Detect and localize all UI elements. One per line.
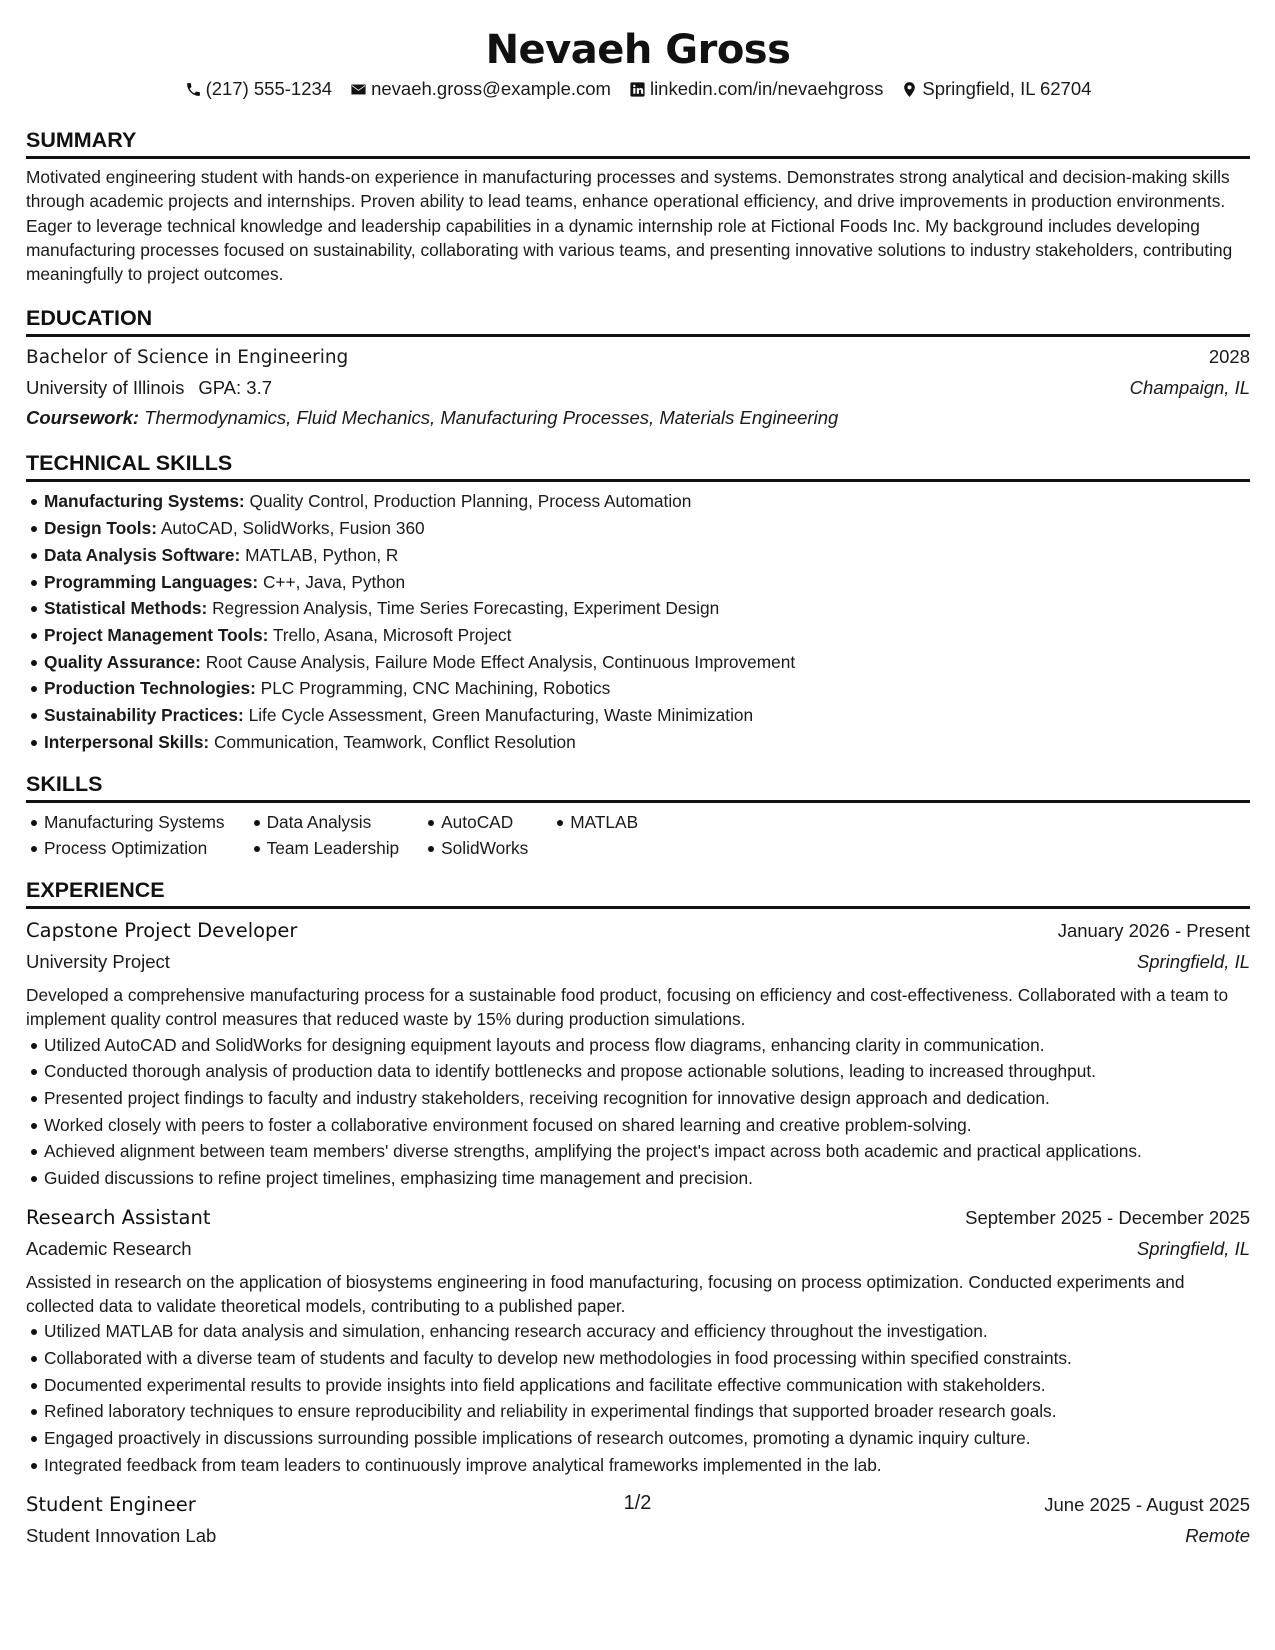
skill-category: Design Tools: <box>44 518 157 539</box>
job-header-row <box>26 1202 1250 1234</box>
linkedin-text: linkedin.com/in/nevaehgross <box>649 78 884 99</box>
skill-values: Trello, Asana, Microsoft Project <box>272 625 512 645</box>
job-title: Research Assistant <box>26 1205 211 1229</box>
contact-location <box>901 76 1091 102</box>
skills-grid <box>26 809 1250 862</box>
skill-category: Data Analysis Software: <box>44 544 241 565</box>
skill-values: Regression Analysis, Time Series Forecasting, Experiment Design <box>212 598 720 619</box>
skill-category: Quality Assurance: <box>44 651 201 672</box>
phone-text: (217) 555-1234 <box>205 78 333 99</box>
list-item <box>44 729 1250 756</box>
job-organization: Student Innovation Lab <box>26 1524 217 1546</box>
skills-column <box>552 809 638 862</box>
candidate-name: Nevaeh Gross <box>485 27 791 73</box>
job-bullets <box>26 1032 1250 1192</box>
list-item: Team Leadership <box>267 835 400 862</box>
job-entry <box>26 1202 1250 1479</box>
section-title: SUMMARY <box>26 128 137 152</box>
section-divider <box>26 800 1250 803</box>
list-item: Manufacturing Systems <box>44 809 225 836</box>
list-item: Process Optimization <box>44 835 225 862</box>
job-dates: June 2025 - August 2025 <box>1044 1493 1250 1515</box>
school-name: University of Illinois <box>26 377 185 399</box>
section-title: EXPERIENCE <box>26 877 165 902</box>
list-item: Collaborated with a diverse team of students and faculty to develop new methodologies in food processing within specified constraints. <box>44 1345 1250 1372</box>
job-description: Developed a comprehensive manufacturing process for a sustainable food product, focusing on efficiency and cost-effectiveness. Collaborated with a team to implement quality control measures that reduced waste by 15% during production simulations. <box>26 984 1229 1030</box>
list-item: Guided discussions to refine project timelines, emphasizing time management and precision. <box>44 1165 1250 1192</box>
experience-section <box>26 876 1250 1551</box>
skill-values: MATLAB, Python, R <box>245 544 399 565</box>
summary-section <box>26 126 1250 286</box>
skill-values: C++, Java, Python <box>262 571 406 592</box>
list-item: Utilized AutoCAD and SolidWorks for designing equipment layouts and process flow diagrams, enhancing clarity in communication. <box>44 1032 1250 1059</box>
education-header-row <box>26 343 1250 373</box>
job-description: Assisted in research on the application of biosystems engineering in food manufacturing, focusing on process optimization. Conducted experiments and collected data to validate theoretical models, contributing to a published paper. <box>26 1271 1185 1317</box>
list-item: Presented project findings to faculty and industry stakeholders, receiving recognition for innovative design approach and dedication. <box>44 1085 1250 1112</box>
list-item: AutoCAD <box>441 809 528 836</box>
job-org-row <box>26 1234 1250 1264</box>
skill-values: Life Cycle Assessment, Green Manufacturing, Waste Minimization <box>248 705 754 726</box>
coursework-list: Thermodynamics, Fluid Mechanics, Manufacturing Processes, Materials Engineering <box>144 407 839 429</box>
job-dates: January 2026 - Present <box>1057 919 1250 941</box>
job-organization: Academic Research <box>26 1237 192 1259</box>
list-item: Documented experimental results to provide insights into field applications and facilitate effective communication with stakeholders. <box>44 1372 1250 1399</box>
coursework-label: Coursework: <box>26 407 140 429</box>
education-section <box>26 304 1250 433</box>
location-text: Springfield, IL 62704 <box>922 78 1092 99</box>
list-item: Refined laboratory techniques to ensure reproducibility and reliability in experimental findings that supported broader research goals. <box>44 1398 1250 1425</box>
skill-values: Quality Control, Production Planning, Process Automation <box>249 491 692 512</box>
list-item <box>44 515 1250 542</box>
skill-category: Manufacturing Systems: <box>44 491 245 512</box>
contact-bar <box>26 76 1250 102</box>
job-org-row <box>26 947 1250 977</box>
job-title: Student Engineer <box>26 1492 196 1516</box>
phone-icon <box>185 81 202 98</box>
list-item <box>44 675 1250 702</box>
map-pin-icon <box>901 81 918 98</box>
skill-category: Interpersonal Skills: <box>44 731 210 752</box>
section-divider <box>26 334 1250 337</box>
job-entry <box>26 915 1250 1192</box>
section-divider <box>26 479 1250 482</box>
list-item <box>44 488 1250 515</box>
list-item <box>44 595 1250 622</box>
job-organization: University Project <box>26 950 170 972</box>
job-org-row <box>26 1521 1250 1551</box>
education-school-row <box>26 373 1250 403</box>
skills-section <box>26 770 1250 862</box>
contact-phone[interactable] <box>185 76 333 102</box>
section-title: EDUCATION <box>26 306 153 331</box>
linkedin-icon <box>629 81 646 98</box>
list-item <box>44 622 1250 649</box>
skill-values: Communication, Teamwork, Conflict Resolution <box>214 731 576 752</box>
graduation-year: 2028 <box>1208 346 1250 368</box>
degree-title: Bachelor of Science in Engineering <box>26 347 349 369</box>
list-item: Worked closely with peers to foster a collaborative environment focused on shared learning and creative problem-solving. <box>44 1112 1250 1139</box>
skill-category: Statistical Methods: <box>44 598 208 619</box>
job-dates: September 2025 - December 2025 <box>965 1206 1250 1228</box>
coursework <box>26 403 1250 433</box>
section-title: TECHNICAL SKILLS <box>26 451 233 476</box>
job-bullets <box>26 1318 1250 1478</box>
skills-column <box>423 809 528 862</box>
technical-skills-section <box>26 449 1250 755</box>
page-number: 1/2 <box>623 1492 652 1514</box>
skill-values: AutoCAD, SolidWorks, Fusion 360 <box>160 518 425 539</box>
skill-values: Root Cause Analysis, Failure Mode Effect Analysis, Continuous Improvement <box>205 651 796 672</box>
job-location: Remote <box>1185 1524 1250 1546</box>
skill-category: Project Management Tools: <box>44 625 269 645</box>
skill-category: Programming Languages: <box>44 571 259 592</box>
list-item: Conducted thorough analysis of production data to identify bottlenecks and propose actionable solutions, leading to increased throughput. <box>44 1058 1250 1085</box>
job-title: Capstone Project Developer <box>26 918 298 942</box>
technical-skills-list <box>26 488 1250 755</box>
summary-text: Motivated engineering student with hands-on experience in manufacturing processes and systems. Demonstrates strong analytical and decision-making skills through academic projects and internships. Proven ability to lead teams, enhance operational efficiency, and drive improvements in production environments. Eager to leverage technical knowledge and leadership capabilities in a dynamic internship role at Fictional Foods Inc. My background includes developing manufacturing processes focused on sustainability, collaborating with various teams, and presenting innovative solutions to industry stakeholders, contributing meaningfully to project outcomes. <box>26 167 1233 285</box>
section-title: SKILLS <box>26 771 103 796</box>
envelope-icon <box>350 81 367 98</box>
list-item: Data Analysis <box>267 809 400 836</box>
section-divider <box>26 156 1250 159</box>
contact-linkedin[interactable] <box>629 76 883 102</box>
gpa: GPA: 3.7 <box>198 377 273 399</box>
skill-category: Sustainability Practices: <box>44 705 244 726</box>
list-item: Engaged proactively in discussions surrounding possible implications of research outcomes, promoting a dynamic inquiry culture. <box>44 1425 1250 1452</box>
job-header-row <box>26 915 1250 947</box>
skills-column <box>26 809 225 862</box>
school-location: Champaign, IL <box>1129 377 1250 399</box>
job-location: Springfield, IL <box>1136 1237 1250 1259</box>
list-item <box>44 649 1250 676</box>
list-item: MATLAB <box>570 809 638 836</box>
list-item <box>44 569 1250 596</box>
list-item <box>44 542 1250 569</box>
list-item <box>44 702 1250 729</box>
contact-email[interactable] <box>350 76 611 102</box>
job-location: Springfield, IL <box>1136 950 1250 972</box>
list-item: Achieved alignment between team members' diverse strengths, amplifying the project's impact across both academic and practical applications. <box>44 1138 1250 1165</box>
skills-column <box>249 809 400 862</box>
skill-values: PLC Programming, CNC Machining, Robotics <box>260 678 611 699</box>
list-item: Integrated feedback from team leaders to continuously improve analytical frameworks implemented in the lab. <box>44 1452 1250 1479</box>
section-divider <box>26 906 1250 909</box>
list-item: Utilized MATLAB for data analysis and simulation, enhancing research accuracy and efficiency throughout the investigation. <box>44 1318 1250 1345</box>
resume-page <box>26 18 1250 1551</box>
skill-category: Production Technologies: <box>44 678 256 699</box>
list-item: SolidWorks <box>441 835 528 862</box>
email-text: nevaeh.gross@example.com <box>371 78 611 99</box>
